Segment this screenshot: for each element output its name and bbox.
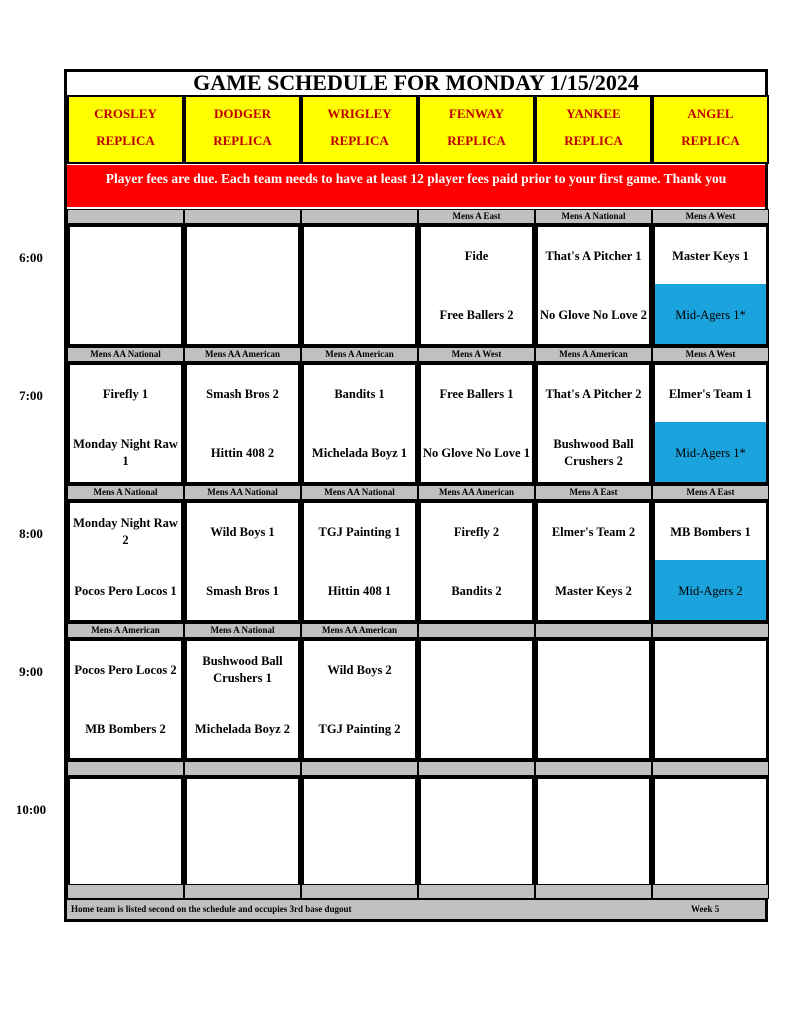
division-label — [535, 761, 652, 776]
division-label — [652, 623, 769, 638]
field-header-2 — [184, 95, 301, 164]
spacer-cell — [652, 884, 769, 899]
division-label: Mens A West — [652, 347, 769, 362]
away-team: That's A Pitcher 1 — [545, 248, 642, 263]
field-type: REPLICA — [213, 133, 272, 148]
away-team: MB Bombers 1 — [670, 524, 751, 539]
field-type: REPLICA — [681, 133, 740, 148]
game-cell — [184, 224, 301, 347]
away-team: Elmer's Team 1 — [668, 386, 753, 401]
field-type: REPLICA — [564, 133, 623, 148]
time-slot-2: 7:00 — [19, 388, 43, 403]
spacer-cell — [184, 884, 301, 899]
game-cell — [301, 500, 418, 623]
away-team: Free Ballers 1 — [439, 386, 514, 401]
home-team: Mid-Agers 1* — [675, 307, 746, 322]
field-header-3 — [301, 95, 418, 164]
game-cell — [301, 224, 418, 347]
week-label: Week 5 — [691, 904, 720, 914]
away-team: Monday Night Raw 2 — [73, 516, 178, 547]
away-team: Firefly 1 — [102, 386, 149, 401]
game-cell — [301, 362, 418, 485]
division-label: Mens A American — [301, 347, 418, 362]
field-name: WRIGLEY — [327, 106, 392, 121]
game-cell — [67, 224, 184, 347]
game-cell — [535, 224, 652, 347]
division-label: Mens A American — [535, 347, 652, 362]
field-header-1 — [67, 95, 184, 164]
away-team — [304, 227, 415, 285]
field-name: YANKEE — [566, 106, 621, 121]
division-label: Mens A American — [67, 623, 184, 638]
division-label: Mens AA National — [184, 485, 301, 500]
spacer-cell — [535, 884, 652, 899]
game-cell — [535, 776, 652, 899]
game-cell — [652, 638, 769, 761]
division-label — [418, 623, 535, 638]
field-name: DODGER — [213, 106, 272, 121]
away-team — [421, 779, 532, 837]
division-label: Mens A National — [184, 623, 301, 638]
game-cell — [652, 224, 769, 347]
division-label: Mens A East — [418, 209, 535, 224]
game-cell — [418, 224, 535, 347]
division-label — [301, 761, 418, 776]
game-cell — [184, 776, 301, 899]
game-cell — [301, 638, 418, 761]
home-team: Hittin 408 2 — [210, 445, 275, 460]
home-team: Hittin 408 1 — [327, 583, 392, 598]
field-header-6 — [652, 95, 769, 164]
game-cell — [301, 776, 418, 899]
away-team: Smash Bros 2 — [206, 386, 279, 401]
time-slot-3: 8:00 — [19, 526, 43, 541]
home-team: No Glove No Love 1 — [423, 445, 530, 460]
game-cell — [418, 638, 535, 761]
home-team: Michelada Boyz 2 — [194, 721, 291, 736]
home-team: Michelada Boyz 1 — [311, 445, 408, 460]
game-cell — [652, 362, 769, 485]
division-label: Mens A West — [418, 347, 535, 362]
game-cell — [67, 776, 184, 899]
game-cell — [535, 500, 652, 623]
field-type: REPLICA — [330, 133, 389, 148]
away-team — [70, 779, 181, 837]
home-team — [538, 700, 649, 758]
field-name: ANGEL — [687, 106, 734, 121]
game-cell — [535, 638, 652, 761]
away-team — [538, 779, 649, 837]
division-label — [184, 761, 301, 776]
time-slot-5: 10:00 — [15, 802, 47, 817]
schedule-footer — [67, 899, 765, 919]
home-team — [304, 286, 415, 344]
away-team: Master Keys 1 — [672, 248, 749, 263]
division-label — [67, 209, 184, 224]
division-label — [418, 761, 535, 776]
field-type: REPLICA — [96, 133, 155, 148]
field-header-5 — [535, 95, 652, 164]
division-label: Mens A National — [67, 485, 184, 500]
home-team: Bandits 2 — [451, 583, 502, 598]
away-team: That's A Pitcher 2 — [545, 386, 642, 401]
game-cell — [535, 362, 652, 485]
away-team — [187, 779, 298, 837]
division-label: Mens AA American — [184, 347, 301, 362]
spacer-cell — [418, 884, 535, 899]
game-cell — [67, 638, 184, 761]
home-team — [421, 700, 532, 758]
home-team: Bushwood Ball Crushers 2 — [553, 437, 634, 468]
away-team: TGJ Painting 1 — [318, 524, 401, 539]
division-label: Mens A West — [652, 209, 769, 224]
game-cell — [418, 500, 535, 623]
game-cell — [184, 362, 301, 485]
away-team: Bandits 1 — [334, 386, 385, 401]
away-team: Elmer's Team 2 — [551, 524, 636, 539]
spacer-cell — [301, 884, 418, 899]
away-team: Fide — [464, 248, 489, 263]
game-cell — [652, 776, 769, 899]
game-cell — [67, 362, 184, 485]
home-team: TGJ Painting 2 — [318, 721, 401, 736]
away-team — [538, 641, 649, 699]
field-name: CROSLEY — [94, 106, 157, 121]
away-team: Pocos Pero Locos 2 — [74, 662, 177, 677]
fee-notice: Player fees are due. Each team needs to have at least 12 player fees paid prior to your first game. Thank you — [67, 165, 765, 207]
game-cell — [67, 500, 184, 623]
spacer-cell — [67, 884, 184, 899]
division-label — [535, 623, 652, 638]
home-team — [70, 286, 181, 344]
game-cell — [184, 638, 301, 761]
away-team: Bushwood Ball Crushers 1 — [202, 654, 283, 685]
division-label: Mens AA National — [301, 485, 418, 500]
home-team: Smash Bros 1 — [206, 583, 279, 598]
game-cell — [418, 362, 535, 485]
away-team — [187, 227, 298, 285]
division-label: Mens AA American — [418, 485, 535, 500]
division-label — [67, 761, 184, 776]
division-label: Mens A National — [535, 209, 652, 224]
division-label: Mens AA National — [67, 347, 184, 362]
away-team — [304, 779, 415, 837]
time-slot-4: 9:00 — [19, 664, 43, 679]
away-team — [655, 641, 766, 699]
game-cell — [418, 776, 535, 899]
home-team: Monday Night Raw 1 — [73, 437, 178, 468]
division-label — [301, 209, 418, 224]
home-team: Mid-Agers 1* — [675, 445, 746, 460]
home-team — [655, 700, 766, 758]
field-type: REPLICA — [447, 133, 506, 148]
division-label — [652, 761, 769, 776]
home-team: MB Bombers 2 — [85, 721, 166, 736]
home-team: Mid-Agers 2 — [678, 583, 743, 598]
division-label — [184, 209, 301, 224]
game-cell — [652, 500, 769, 623]
home-team: Pocos Pero Locos 1 — [74, 583, 177, 598]
home-team: No Glove No Love 2 — [540, 307, 647, 322]
away-team: Firefly 2 — [453, 524, 500, 539]
division-label: Mens AA American — [301, 623, 418, 638]
field-header-4 — [418, 95, 535, 164]
home-team-note: Home team is listed second on the schedule and occupies 3rd base dugout — [71, 904, 352, 914]
away-team: Wild Boys 2 — [327, 662, 392, 677]
division-label: Mens A East — [535, 485, 652, 500]
home-team: Free Ballers 2 — [439, 307, 514, 322]
away-team: Wild Boys 1 — [210, 524, 275, 539]
home-team — [187, 286, 298, 344]
division-label: Mens A East — [652, 485, 769, 500]
away-team — [655, 779, 766, 837]
field-name: FENWAY — [448, 106, 505, 121]
page-title: GAME SCHEDULE FOR MONDAY 1/15/2024 — [193, 70, 639, 95]
game-cell — [184, 500, 301, 623]
home-team: Master Keys 2 — [555, 583, 632, 598]
away-team — [421, 641, 532, 699]
time-slot-1: 6:00 — [19, 250, 43, 265]
away-team — [70, 227, 181, 285]
